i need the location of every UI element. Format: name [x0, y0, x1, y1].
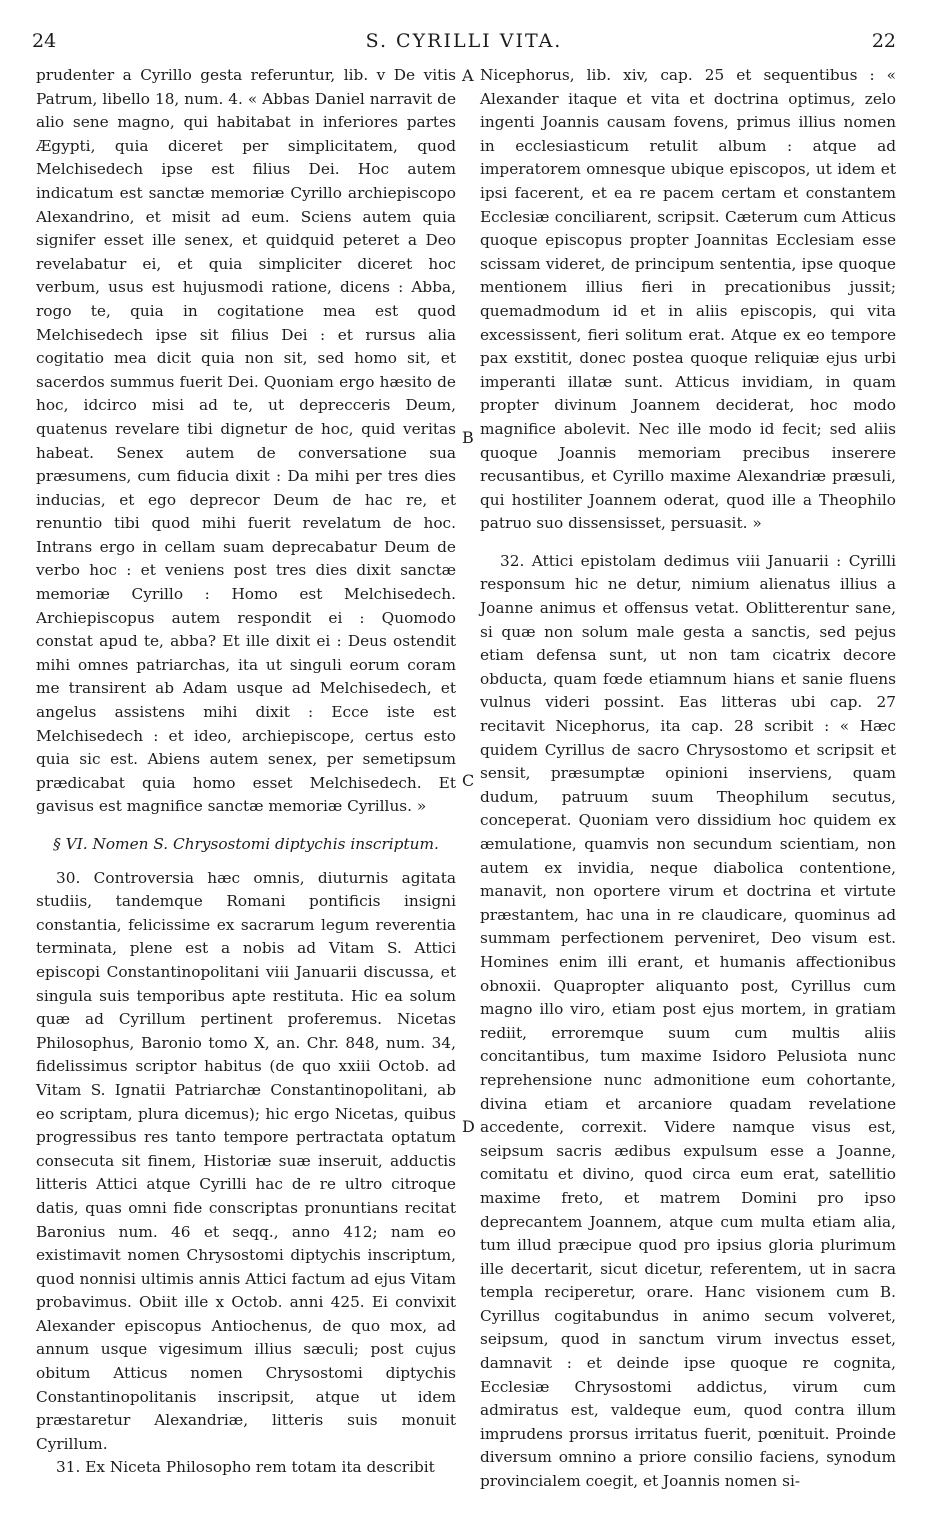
- margin-marker-c: C: [462, 771, 475, 790]
- paragraph-32: 32. Attici epistolam dedimus viii Januarii : Cyrilli responsum hic ne detur, nimium alienatus illius a Joanne animus et offensus vetat. Oblitterentur sane, si quæ non solum male gesta a sanctis, sed pejus etiam defensa sunt, ut non tam cicatrix decore obducta, quam fœde etiamnum hians et sanie fluens vulnus videri possint. Eas litteras ubi cap. 27 recitavit Nicephorus, ita cap. 28 scribit : « Hæc quidem Cyrillus de sacro Chrysostomo et scripsit et sensit, præsumptæ opinioni inserviens, quam dudum, patruum suum Theophilum secutus, conceperat. Quoniam vero dissidium hoc quidem ex æmulatione, quamvis non secundum scientiam, non autem ex invidia, neque diabolica contentione, manavit, non oportere virum et doctrina et virtute præstantem, hac una in re claudicare, quominus ad summam perfectionem perveniret, Deo visum est. Homines enim illi erant, et humanis affectionibus obnoxii. Quapropter aliquanto post, Cyrillus cum magno illo viro, etiam post ejus mortem, in gratiam rediit, erroremque suum cum multis aliis concitantibus, tum maxime Isidoro Pelusiota nunc reprehensione nunc admonitione eum cohortante, divina etiam et arcaniore quadam revelatione accedente, correxit. Videre namque visus est, seipsum sacris ædibus expulsum esse a Joanne, comitatu et divino, quod circa eum erat, satellitio maxime freto, et matrem Domini pro ipso deprecantem Joannem, atque cum multa etiam alia, tum illud præcipue quod pro ipsius gloria plurimum ille decertarit, sicut dicetur, referentem, ut in sacra templa reciperetur, orare. Hanc visionem cum B. Cyrillus cogitabundus in animo secum volveret, seipsum, quod in sanctum virum invectus esset, damnavit : et deinde ipse quoque re cognita, Ecclesiæ Chrysostomi addictus, virum cum admiratus est, valdeque eum, quod contra illum imprudens prorsus irritatus fuerit, pœnituit. Proinde diversum omnino a priore consilio faciens, synodum provincialem coegit, et Joannis nomen si-: [480, 551, 896, 1491]
- paragraph-30: 30. Controversia hæc omnis, diuturnis agitata studiis, tandemque Romani pontificis insigni constantia, felicissime ex sacrarum legum reverentia terminata, plene est a nobis ad Vitam S. Attici episcopi Constantinopolitani viii Januarii discussa, et singula suis temporibus apte restituta. Hic ea solum quæ ad Cyrillum pertinent proferemus. Nicetas Philosophus, Baronio tomo X, an. Chr. 848, num. 34, fidelissimus scriptor habitus (de quo xxiii Octob. ad Vitam S. Ignatii Patriarchæ Constantinopolitani, ab eo scriptam, plura dicemus); hic ergo Nicetas, quibus progressibus res tanto tempore pertractata optatum consecuta sit finem, Historiæ suæ inseruit, adductis litteris Attici atque Cyrilli hac de re ultro citroque datis, quas omni fide conscriptas pronuntians recitat Baronius num. 46 et seqq., anno 412; nam eo existimavit nomen Chrysostomi diptychis inscriptum, quod nonnisi ultimis annis Attici factum ad ejus Vitam probavimus. Obiit ille x Octob. anni 425. Ei convixit Alexander episcopus Antiochenus, de quo mox, ad annum usque vigesimum illius sæculi; post cujus obitum Atticus nomen Chrysostomi diptychis Constantinopolitanis inscripsit, atque ut idem præstaretur Alexandriæ, litteris suis monuit Cyrillum.: [36, 868, 456, 1453]
- margin-marker-a: A: [462, 66, 474, 85]
- margin-marker-d: D: [462, 1117, 475, 1136]
- margin-marker-b: B: [462, 428, 474, 447]
- right-column: [480, 64, 896, 1494]
- right-paragraph-continuation: Nicephorus, lib. xiv, cap. 25 et sequentibus : « Alexander itaque et vita et doctrina optimus, zelo ingenti Joannis causam fovens, primus illius nomen in ecclesiasticum retulit album : atque ad imperatorem omnesque ubique episcopos, ut idem et ipsi facerent, et ea re pacem certam et constantem Ecclesiæ conciliarent, scripsit. Cæterum cum Atticus quoque episcopus propter Joannitas Ecclesiam esse scissam videret, de principum sententia, ipse quoque mentionem illius fieri in precationibus jussit; quemadmodum id et in aliis episcopis, qui vita excessissent, fieri solitum erat. Atque ex eo tempore pax exstitit, donec postea quoque reliquiæ ejus urbi imperanti illatæ sunt. Atticus invidiam, in quam propter divinum Joannem deciderat, hoc modo magnifice abolevit. Nec ille modo id fecit; sed aliis quoque Joannis memoriam precibus inserere recusantibus, et Cyrillo maxime Alexandriæ præsuli, qui hostiliter Joannem oderat, quod ille a Theophilo patruo suo dissensisset, persuasit. »: [480, 66, 896, 533]
- page-number-right: 22: [871, 30, 896, 52]
- left-paragraph-continuation: prudenter a Cyrillo gesta referuntur, lib. v De vitis Patrum, libello 18, num. 4. « Abbas Daniel narravit de alio sene magno, qui habitabat in inferiores partes Ægypti, quia diceret per simplicitatem, quod Melchisedech ipse est filius Dei. Hoc autem indicatum est sanctæ memoriæ Cyrillo archiepiscopo Alexandrino, et misit ad eum. Sciens autem quia signifer esset ille senex, et quidquid peteret a Deo revelabatur ei, et quia simpliciter diceret hoc verbum, usus est hujusmodi ratione, dicens : Abba, rogo te, quia in cogitatione mea est quod Melchisedech ipse sit filius Dei : et rursus alia cogitatio mea dicit quia non sit, sed homo sit, et sacerdos summus fuerit Dei. Quoniam ergo hæsito de hoc, idcirco misi ad te, ut deprecceris Deum, quatenus revelare tibi dignetur de hoc, quid veritas habeat. Senex autem de conversatione sua præsumens, cum fiducia dixit : Da mihi per tres dies inducias, et ego deprecor Deum de hac re, et renuntio tibi quod mihi fuerit revelatum de hoc. Intrans ergo in cellam suam deprecabatur Deum de verbo hoc : et veniens post tres dies dixit sanctæ memoriæ Cyrillo : Homo est Melchisedech. Archiepiscopus autem respondit ei : Quomodo constat apud te, abba? Et ille dixit ei : Deus ostendit mihi omnes patriarchas, ita ut singuli eorum coram me transirent ab Adam usque ad Melchisedech, et angelus assistens mihi dixit : Ecce iste est Melchisedech : et ideo, archiepiscope, certus esto quia sic est. Abiens autem senex, per semetipsum prædicabat quia homo esset Melchisedech. Et gavisus est magnifice sanctæ memoriæ Cyrillus. »: [36, 66, 456, 816]
- page-header: [32, 30, 896, 58]
- page-number-left: 24: [32, 30, 57, 52]
- paragraph-31: 31. Ex Niceta Philosopho rem totam ita describit: [56, 1458, 435, 1477]
- section-heading: § VI. Nomen S. Chrysostomi diptychis inscriptum.: [53, 835, 439, 853]
- left-column: [36, 64, 456, 1480]
- running-title: S. CYRILLI VITA.: [365, 30, 563, 52]
